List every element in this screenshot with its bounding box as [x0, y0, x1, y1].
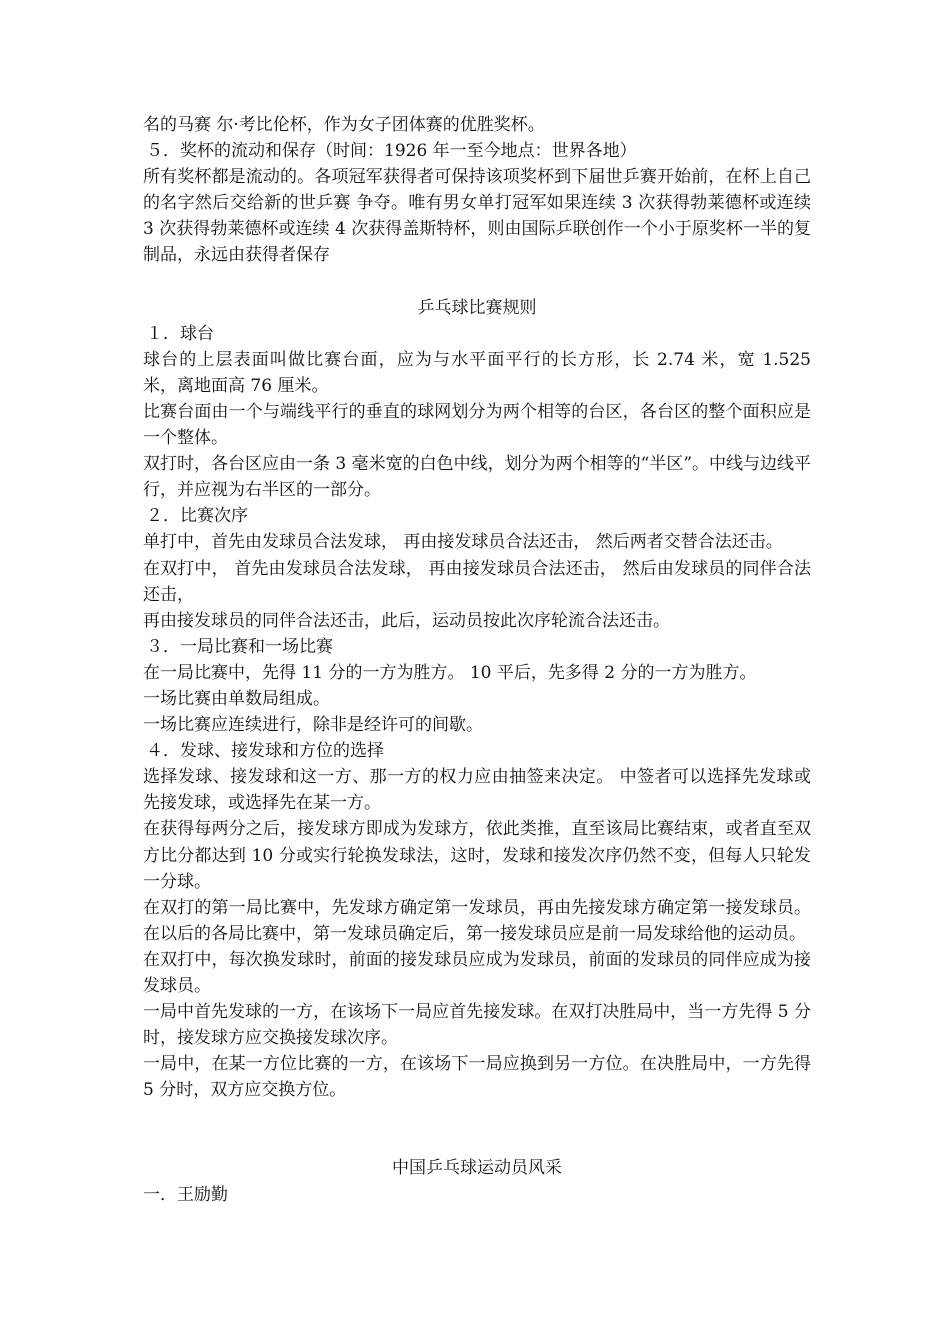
paragraph: 单打中，首先由发球员合法发球， 再由接发球员合法还击， 然后两者交替合法还击。	[143, 532, 783, 553]
section-heading: ５．奖杯的流动和保存（时间：1926 年一至今地点：世界各地）	[146, 141, 637, 162]
paragraph: 在双打的第一局比赛中，先发球方确定第一发球员，再由先接发球方确定第一接发球员。在以后的各局比赛中，第一发球员确定后，第一接发球员应是前一局发球给他的运动员。	[143, 897, 811, 944]
paragraph: 名的马赛 尔·考比伦杯，作为女子团体赛的优胜奖杯。	[143, 115, 545, 135]
paragraph: 所有奖杯都是流动的。各项冠军获得者可保持该项奖杯到下届世乒赛开始前，在杯上自己的名字然后交给新的世乒赛 争夺。唯有男女单打冠军如果连续 3 次获得勃莱德杯或连续 3 次获得勃莱德杯或连续 4 次获得盖斯特杯，则由国际乒联创作一个小于原奖杯一半的复制品，永远由获得者保存	[143, 167, 811, 266]
spacer	[143, 1103, 811, 1155]
paragraph: 在一局比赛中，先得 11 分的一方为胜方。 10 平后，先多得 2 分的一方为胜方。	[143, 662, 757, 683]
section-heading: ２．比赛次序	[146, 506, 248, 527]
paragraph: 在双打中，每次换发球时，前面的接发球员应成为发球员，前面的发球员的同伴应成为接发球员。	[143, 949, 811, 996]
players-title: 中国乒乓球运动员风采	[392, 1158, 562, 1179]
section-heading: １．球台	[146, 323, 214, 344]
paragraph: 一局中首先发球的一方，在该场下一局应首先接发球。在双打决胜局中，当一方先得 5 分时，接发球方应交换接发球次序。	[143, 1002, 811, 1049]
paragraph: 在双打中， 首先由发球员合法发球， 再由接发球员合法还击， 然后由发球员的同伴合法还击，	[143, 558, 811, 605]
paragraph: 选择发球、接发球和这一方、那一方的权力应由抽签来决定。 中签者可以选择先发球或先接发球，或选择先在某一方。	[143, 767, 811, 814]
rules-title: 乒乓球比赛规则	[417, 297, 537, 318]
paragraph: 比赛台面由一个与端线平行的垂直的球网划分为两个相等的台区，各台区的整个面积应是一个整体。	[143, 401, 811, 449]
document-body	[143, 112, 811, 1208]
paragraph: 一场比赛由单数局组成。	[143, 688, 330, 709]
paragraph: 再由接发球员的同伴合法还击，此后，运动员按此次序轮流合法还击。	[143, 610, 670, 631]
section-heading: ３．一局比赛和一场比赛	[146, 636, 333, 657]
spacer	[143, 269, 811, 295]
list-item: 一．王励勤	[143, 1184, 228, 1205]
section-heading: ４．发球、接发球和方位的选择	[146, 741, 384, 762]
paragraph: 在获得每两分之后，接发球方即成为发球方，依此类推，直至该局比赛结束，或者直至双方比分都达到 10 分或实行轮换发球法，这时，发球和接发次序仍然不变，但每人只轮发一分球。	[143, 819, 811, 892]
paragraph: 球台的上层表面叫做比赛台面，应为与水平面平行的长方形，长 2.74 米，宽 1.525 米，离地面高 76 厘米。	[143, 349, 811, 396]
paragraph: 一场比赛应连续进行，除非是经许可的间歇。	[143, 715, 483, 736]
paragraph: 双打时，各台区应由一条 3 毫米宽的白色中线，划分为两个相等的“半区”。中线与边线平行，并应视为右半区的一部分。	[143, 454, 812, 501]
paragraph: 一局中，在某一方位比赛的一方，在该场下一局应换到另一方位。在决胜局中，一方先得 5 分时，双方应交换方位。	[143, 1054, 811, 1101]
